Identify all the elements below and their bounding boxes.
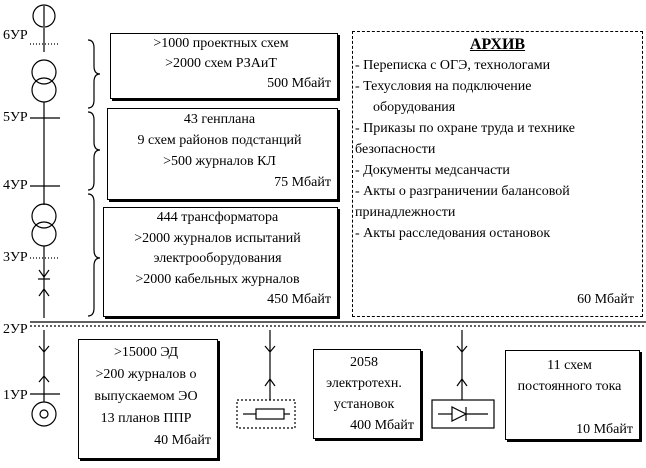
info-box-level-1-installations	[313, 349, 421, 439]
box-line: >500 журналов КЛ	[163, 154, 276, 169]
archive-item: - Акты о разграничении балансовой	[355, 184, 570, 199]
box-line: >1000 проектных схем	[153, 36, 289, 51]
box-line: 43 генплана	[183, 112, 256, 127]
box-line: 2058	[350, 355, 378, 370]
box-line: >200 журналов о	[95, 367, 197, 382]
level-label-4: 4УР	[3, 178, 28, 193]
archive-panel	[352, 31, 643, 317]
motor-icon	[32, 402, 56, 426]
archive-size: 60 Мбайт	[577, 292, 634, 307]
archive-item: - Переписка с ОГЭ, технологами	[355, 58, 551, 73]
box-size: 400 Мбайт	[350, 418, 414, 433]
info-box-level-5	[107, 108, 338, 200]
info-box-level-3	[103, 207, 338, 317]
brace	[88, 112, 100, 190]
archive-item: - Акты расследования остановок	[355, 226, 551, 241]
level-label-6: 6УР	[3, 28, 28, 43]
box-size: 75 Мбайт	[274, 175, 331, 190]
box-size: 10 Мбайт	[576, 422, 633, 437]
info-box-level-6	[110, 33, 338, 99]
archive-item: - Документы медсанчасти	[355, 163, 510, 178]
box-line: >2000 кабельных журналов	[135, 271, 300, 287]
level-label-2: 2УР	[3, 322, 28, 337]
box-size: 450 Мбайт	[267, 292, 331, 307]
box-line: >2000 схем РЗАиТ	[165, 56, 277, 71]
archive-item: - Техусловия на подключение	[355, 79, 532, 94]
archive-item: безопасности	[355, 142, 436, 157]
switch-icon	[33, 5, 55, 27]
archive-item: оборудования	[373, 100, 456, 115]
info-box-level-1-equipment	[78, 339, 218, 459]
box-line: электрооборудования	[153, 251, 282, 266]
info-box-level-1-dc	[505, 350, 640, 440]
transformer-icon	[32, 60, 56, 102]
transformer-icon	[32, 204, 56, 246]
level-label-5: 5УР	[3, 110, 28, 125]
box-line: 11 схем	[547, 358, 592, 373]
box-line: 9 схем районов подстанций	[137, 133, 302, 148]
archive-item: - Приказы по охране труда и технике	[355, 121, 575, 136]
brace	[88, 40, 100, 108]
box-line: >2000 журналов испытаний	[134, 230, 301, 246]
level-label-3: 3УР	[3, 250, 28, 265]
level-label-1: 1УР	[3, 388, 28, 403]
box-line: электротехн.	[326, 376, 402, 391]
box-line: 444 трансформатора	[156, 210, 279, 225]
box-line: 13 планов ППР	[100, 411, 192, 426]
box-line: выпускаемом ЭО	[94, 389, 198, 404]
diode-icon	[438, 407, 488, 421]
archive-item: принадлежности	[355, 205, 456, 220]
box-line: установок	[333, 397, 395, 412]
box-line: >15000 ЭД	[113, 345, 178, 360]
box-size: 500 Мбайт	[267, 76, 331, 91]
box-size: 40 Мбайт	[154, 433, 211, 448]
box-line: постоянного тока	[517, 379, 622, 394]
brace	[88, 194, 100, 316]
archive-title: АРХИВ	[469, 36, 526, 53]
resistor-icon	[243, 409, 290, 419]
